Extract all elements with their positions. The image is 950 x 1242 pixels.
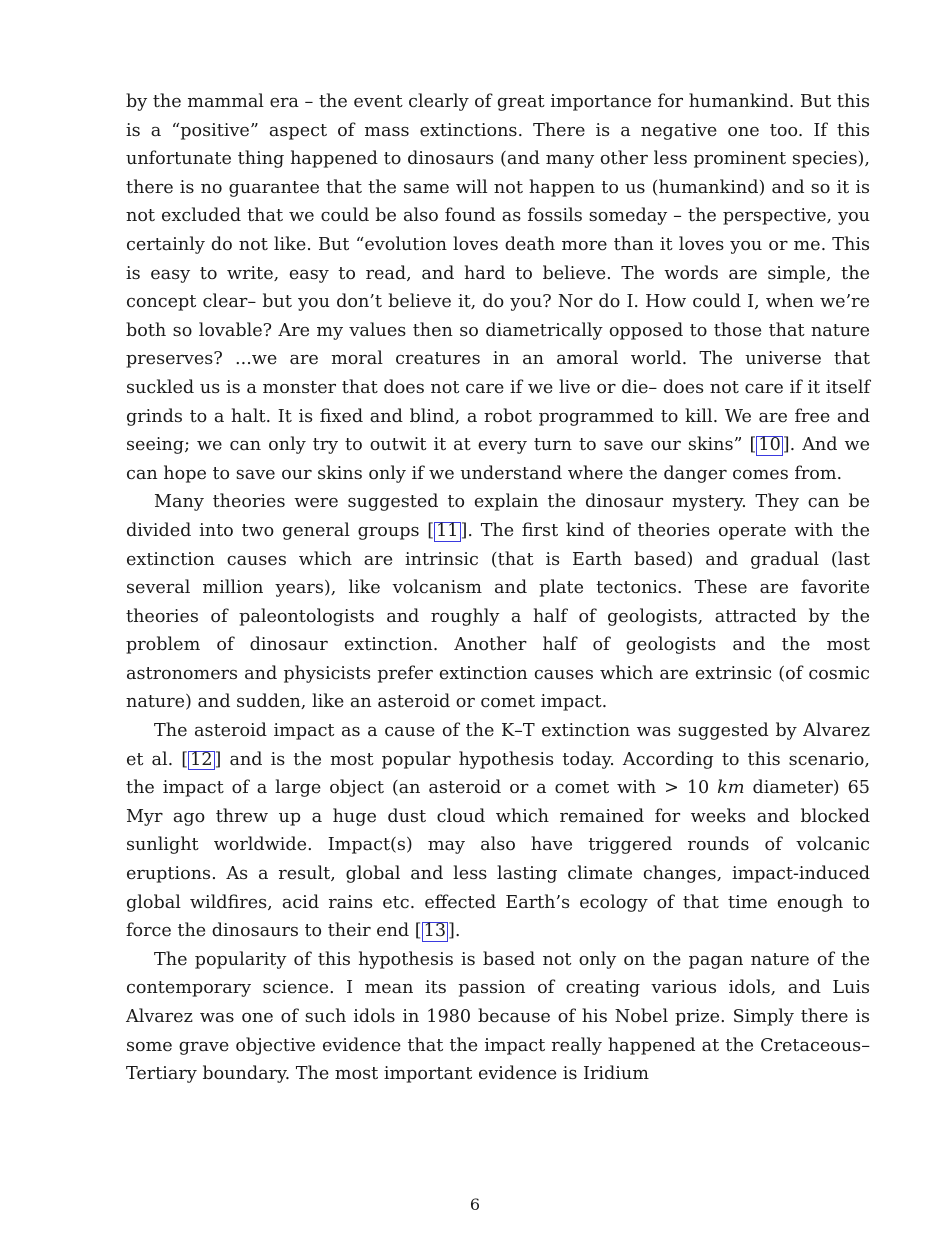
page-body — [126, 88, 870, 1089]
paragraph-1-text-b: ]. And we can hope to save our skins only if we understand where the danger comes from. — [126, 435, 870, 484]
paragraph-2-text-b: ]. The first kind of theories operate with the extinction causes which are intrinsic (that is Earth based) and gradual (last several million years), like volcanism and plate tectonics. These are favorite theories of paleontologists and roughly a half of geologists, attracted by the problem of dinosaur extinction. Another half of geologists and the most astronomers and physicists prefer extinction causes which are extrinsic (of cosmic nature) and sudden, like an asteroid or comet impact. — [126, 520, 870, 713]
unit-km: km — [717, 778, 745, 799]
paragraph-3-text-a: The asteroid impact as a cause of the K–T extinction was suggested by Alvarez et al. [ — [126, 721, 870, 770]
citation-11-link[interactable]: 11 — [436, 520, 459, 541]
paragraph-4 — [126, 946, 870, 1089]
paragraph-4-text: The popularity of this hypothesis is based not only on the pagan nature of the contemporary science. I mean its passion of creating various idols, and Luis Alvarez was one of such idols in 1980 because of his Nobel prize. Simply there is some grave objective evidence that the impact really happened at the Cretaceous–Tertiary boundary. The most important evidence is Iridium — [126, 949, 870, 1085]
citation-10-link[interactable]: 10 — [758, 435, 781, 456]
paragraph-3-text-d: ]. — [448, 921, 461, 942]
page-number: 6 — [469, 1195, 481, 1214]
paragraph-3 — [126, 717, 870, 946]
paragraph-1 — [126, 88, 870, 488]
paragraph-3-text-c: diameter) 65 Myr ago threw up a huge dust cloud which remained for weeks and blocked sunlight worldwide. Impact(s) may also have triggered rounds of volcanic eruptions. As a result, global and less lasting climate changes, impact-induced global wildfires, acid rains etc. effected Earth’s ecology of that time enough to force the dinosaurs to their end [ — [126, 778, 870, 942]
citation-13-link[interactable]: 13 — [423, 921, 447, 942]
paragraph-2-text-a: Many theories were suggested to explain the dinosaur mystery. They can be divided into two general groups [ — [126, 492, 870, 541]
citation-12-link[interactable]: 12 — [190, 749, 213, 770]
paragraph-3-text-b: ] and is the most popular hypothesis today. According to this scenario, the impact of a large object (an asteroid or a comet with > 10 — [126, 749, 870, 799]
paragraph-2 — [126, 488, 870, 717]
paragraph-1-text-a: by the mammal era – the event clearly of great importance for humankind. But this is a “positive” aspect of mass extinctions. There is a negative one too. If this unfortunate thing happened to dinosaurs (and many other less prominent species), there is no guarantee that the same will not happen to us (humankind) and so it is not excluded that we could be also found as fossils someday – the perspective, you certainly do not like. But “evolution loves death more than it loves you or me. This is easy to write, easy to read, and hard to believe. The words are simple, the concept clear– but you don’t believe it, do you? Nor do I. How could I, when we’re both so lovable? Are my values then so diametrically opposed to those that nature preserves? ...we are moral creatures in an amoral world. The universe that suckled us is a monster that does not care if we live or die– does not care if it itself grinds to a halt. It is fixed and blind, a robot programmed to kill. We are free and seeing; we can only try to outwit it at every turn to save our skins” [ — [126, 92, 870, 456]
